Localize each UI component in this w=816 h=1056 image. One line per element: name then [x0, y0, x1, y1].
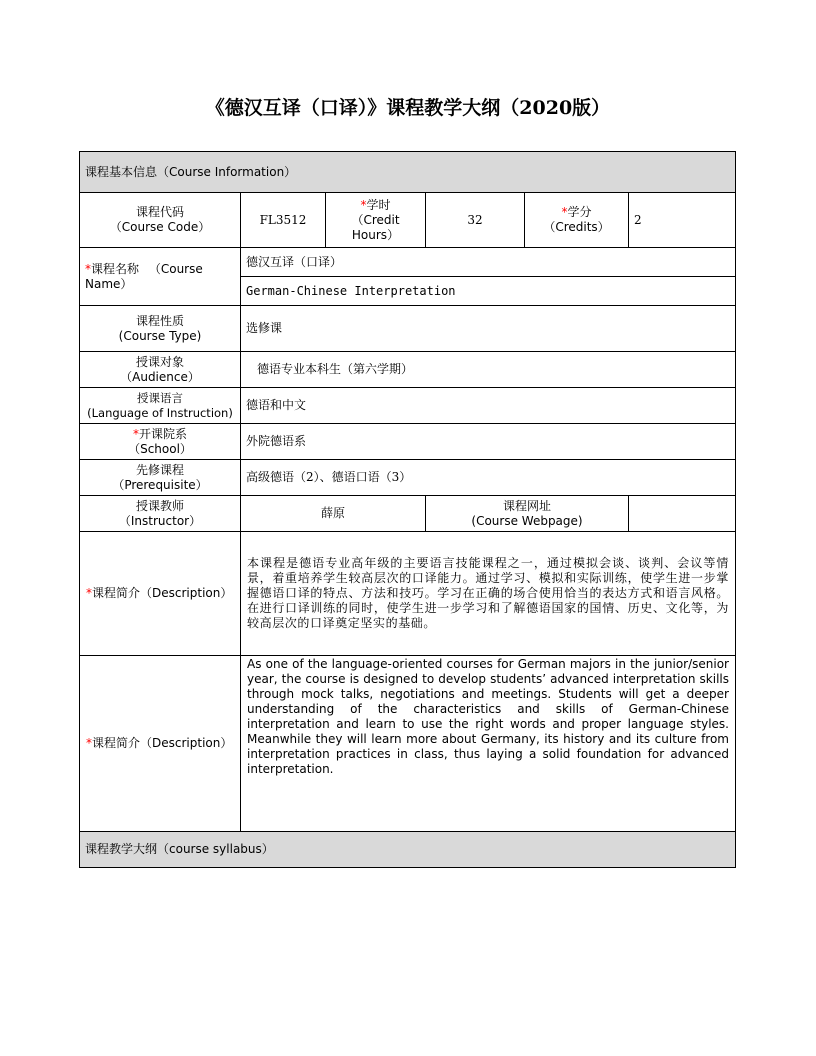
credit-hours-value: 32 — [426, 193, 525, 248]
credits-label-en: （Credits） — [543, 220, 610, 234]
required-star: * — [132, 426, 139, 441]
credits-value: 2 — [629, 193, 736, 248]
audience-label-cn: 授课对象 — [135, 354, 184, 369]
required-star: * — [85, 261, 91, 276]
course-type-value: 选修课 — [241, 306, 736, 352]
description-cn-text: 本课程是德语专业高年级的主要语言技能课程之一，通过模拟会谈、谈判、会议等情景，着重培养学生较高层次的口译能力。通过学习、模拟和实际训练，使学生进一步掌握德语口译的特点、方法和技巧。学习在正确的场合使用恰当的表达方式和语言风格。在进行口译训练的同时，使学生进一步学习和了解德语国家的国情、历史、文化等，为较高层次的口译奠定坚实的基础。 — [241, 532, 736, 656]
course-code-label-cn: 课程代码 — [135, 205, 184, 219]
course-name-row-cn — [80, 248, 736, 277]
page-title: 《德汉互译（口译）》课程教学大纲（2020版） — [205, 97, 611, 119]
credits-label — [525, 193, 629, 248]
audience-value: 德语专业本科生（第六学期） — [241, 352, 736, 388]
language-label-cn: 授课语言 — [137, 390, 183, 405]
description-cn-label — [80, 532, 241, 656]
school-label — [80, 424, 241, 460]
audience-label-en: （Audience） — [120, 369, 200, 384]
credit-hours-label — [326, 193, 426, 248]
course-type-label-en: (Course Type) — [118, 328, 202, 343]
prerequisite-label — [80, 460, 241, 496]
required-star: * — [360, 197, 367, 212]
prerequisite-label-cn: 先修课程 — [135, 462, 184, 477]
course-name-label-cn: 课程名称 — [91, 261, 140, 276]
credit-hours-label-en: （Credit Hours） — [351, 212, 400, 242]
school-row — [80, 424, 736, 460]
instructor-label — [80, 496, 241, 532]
webpage-value[interactable] — [629, 496, 736, 532]
audience-row — [80, 352, 736, 388]
description-en-label-text: 课程简介（Description） — [92, 736, 233, 750]
prerequisite-value: 高级德语（2）、德语口语（3） — [241, 460, 736, 496]
description-cn-label-text: 课程简介（Description） — [92, 586, 233, 600]
webpage-label — [426, 496, 629, 532]
audience-label — [80, 352, 241, 388]
course-name-cn: 德汉互译（口译） — [241, 248, 736, 277]
prerequisite-label-en: （Prerequisite） — [112, 477, 208, 492]
course-code-label-en: （Course Code） — [109, 220, 211, 234]
description-en-label — [80, 656, 241, 832]
language-label-en: (Language of Instruction) — [87, 405, 233, 420]
instructor-label-cn: 授课教师 — [135, 498, 184, 513]
course-name-label — [80, 248, 241, 306]
school-label-en: （School） — [128, 441, 192, 456]
instructor-row — [80, 496, 736, 532]
code-row — [80, 193, 736, 248]
webpage-label-cn: 课程网址 — [502, 498, 551, 513]
course-code-value: FL3512 — [241, 193, 326, 248]
description-en-row — [80, 656, 736, 832]
course-type-label-cn: 课程性质 — [135, 313, 184, 328]
syllabus-header: 课程教学大纲（course syllabus） — [80, 832, 736, 868]
course-name-en: German-Chinese Interpretation — [241, 277, 736, 306]
course-info-header-row — [80, 152, 736, 193]
course-type-label — [80, 306, 241, 352]
language-value: 德语和中文 — [241, 388, 736, 424]
syllabus-header-row — [80, 832, 736, 868]
instructor-value: 薛原 — [241, 496, 426, 532]
course-info-header: 课程基本信息（Course Information） — [80, 152, 736, 193]
course-type-row — [80, 306, 736, 352]
course-name-label-en: （Course Name） — [85, 261, 203, 291]
required-star: * — [561, 205, 568, 219]
credits-label-cn: 学分 — [567, 205, 592, 219]
course-info-table — [79, 151, 736, 868]
credit-hours-label-cn: 学时 — [366, 197, 391, 212]
prerequisite-row — [80, 460, 736, 496]
description-cn-row — [80, 532, 736, 656]
webpage-label-en: (Course Webpage) — [471, 513, 583, 528]
school-value: 外院德语系 — [241, 424, 736, 460]
required-star: * — [86, 736, 92, 750]
instructor-label-en: （Instructor） — [118, 513, 202, 528]
required-star: * — [86, 586, 92, 600]
school-label-cn: 开课院系 — [138, 426, 187, 441]
course-code-label — [80, 193, 241, 248]
description-en-text: As one of the language-oriented courses for German majors in the junior/senior year, the course is designed to develop students’ advanced interpretation skills through mock talks, negotiations and meetings. Students will get a deeper understanding of the characteristics and skills of German-Chinese interpretation and learn to use the right words and proper language styles. Meanwhile they will learn more about Germany, its history and its culture from interpretation practices in class, thus laying a solid foundation for advanced interpretation. — [241, 656, 736, 832]
language-label — [80, 388, 241, 424]
language-row — [80, 388, 736, 424]
